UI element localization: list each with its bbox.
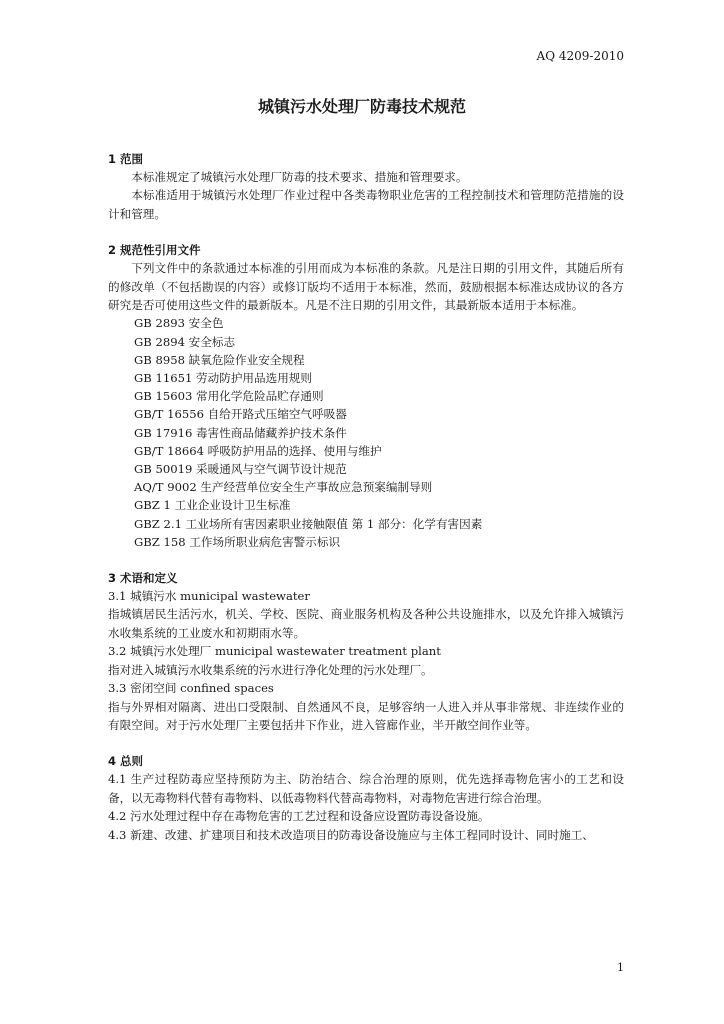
reference-item: GB/T 16556 自给开路式压缩空气呼吸器 <box>134 407 347 422</box>
reference-item: GB 11651 劳动防护用品选用规则 <box>134 371 312 386</box>
reference-item: GB 50019 采暖通风与空气调节设计规范 <box>134 462 347 477</box>
section-heading: 2 规范性引用文件 <box>108 243 201 258</box>
document-body <box>108 150 624 844</box>
document-title: 城镇污水处理厂防毒技术规范 <box>257 97 466 116</box>
reference-item: GBZ 2.1 工业场所有害因素职业接触限值 第 1 部分：化学有害因素 <box>134 516 483 531</box>
term-definition: 指对进入城镇污水收集系统的污水进行净化处理的污水处理厂。 <box>108 662 433 677</box>
section-scope <box>108 150 624 223</box>
reference-item: GB 17916 毒害性商品储藏养护技术条件 <box>134 425 347 440</box>
section-terms-definitions <box>108 569 624 734</box>
term-title: 3.2 城镇污水处理厂 municipal wastewater treatment plant <box>108 644 441 659</box>
reference-list <box>108 314 624 551</box>
section-general <box>108 752 624 844</box>
section-heading: 1 范围 <box>108 152 144 166</box>
paragraph: 本标准适用于城镇污水处理厂作业过程中各类毒物职业危害的工程控制技术和管理防范措施的设计和管理。 <box>108 188 624 221</box>
reference-item: GB 8958 缺氧危险作业安全规程 <box>134 352 305 367</box>
reference-item: AQ/T 9002 生产经营单位安全生产事故应急预案编制导则 <box>134 480 433 495</box>
clause: 4.2 污水处理过程中存在毒物危害的工艺过程和设备应设置防毒设备设施。 <box>108 809 490 824</box>
paragraph: 下列文件中的条款通过本标准的引用而成为本标准的条款。凡是注日期的引用文件，其随后所有的修改单（不包括勘误的内容）或修订版均不适用于本标准，然而，鼓励根据本标准达成协议的各方研究是否可使用这些文件的最新版本。凡是不注日期的引用文件，其最新版本适用于本标准。 <box>108 261 624 313</box>
paragraph: 本标准规定了城镇污水处理厂防毒的技术要求、措施和管理要求。 <box>131 170 468 184</box>
reference-item: GBZ 1 工业企业设计卫生标准 <box>134 498 291 513</box>
page-number: 1 <box>617 961 624 974</box>
clause: 4.3 新建、改建、扩建项目和技术改造项目的防毒设备设施应与主体工程同时设计、同时施工、 <box>108 827 594 842</box>
reference-item: GB 2894 安全标志 <box>134 334 236 349</box>
term-definition: 指城镇居民生活污水，机关、学校、医院、商业服务机构及各种公共设施排水，以及允许排入城镇污水收集系统的工业废水和初期雨水等。 <box>108 607 624 640</box>
term-definition: 指与外界相对隔离、进出口受限制、自然通风不良，足够容纳一人进入并从事非常规、非连续作业的有限空间。对于污水处理厂主要包括井下作业，进入管廊作业，半开敞空间作业等。 <box>108 699 624 732</box>
term-title: 3.1 城镇污水 municipal wastewater <box>108 589 310 604</box>
section-normative-references <box>108 241 624 551</box>
clause: 4.1 生产过程防毒应坚持预防为主、防治结合、综合治理的原则，优先选择毒物危害小的工艺和设备，以无毒物料代替有毒物料、以低毒物料代替高毒物料，对毒物危害进行综合治理。 <box>108 772 624 805</box>
section-heading: 3 术语和定义 <box>108 571 178 586</box>
section-heading: 4 总则 <box>108 754 144 769</box>
reference-item: GB/T 18664 呼吸防护用品的选择、使用与维护 <box>134 443 382 458</box>
reference-item: GB 2893 安全色 <box>134 316 224 331</box>
standard-code: AQ 4209-2010 <box>536 49 624 63</box>
reference-item: GB 15603 常用化学危险品贮存通则 <box>134 389 324 404</box>
reference-item: GBZ 158 工作场所职业病危害警示标识 <box>134 534 341 549</box>
term-title: 3.3 密闭空间 confined spaces <box>108 681 274 696</box>
